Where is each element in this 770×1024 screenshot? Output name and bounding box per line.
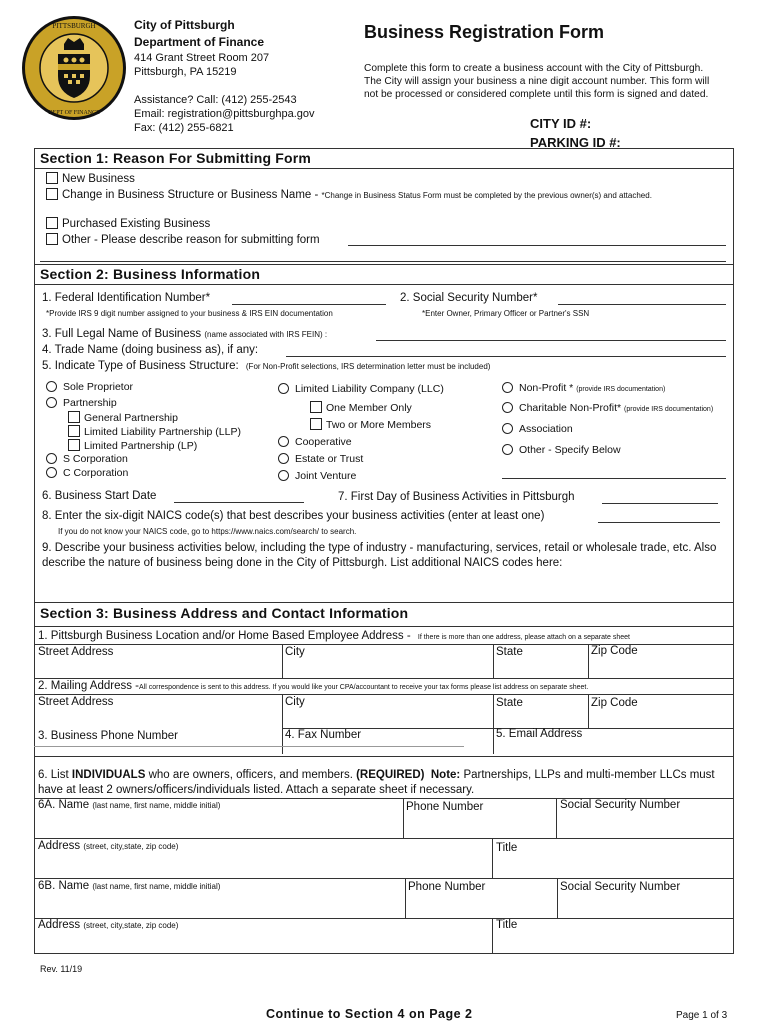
address-6b-label: Address (street, city,state, zip code) <box>38 919 179 931</box>
name-6a-input[interactable] <box>36 814 401 838</box>
mail-zip-input[interactable] <box>590 710 732 728</box>
reason-purchased[interactable]: Purchased Existing Business <box>46 217 210 230</box>
describe-activities-area[interactable] <box>40 574 728 600</box>
radio-icon[interactable] <box>278 436 289 447</box>
name-6a-label: 6A. Name (last name, first name, middle initial) <box>38 799 221 811</box>
mail-state-input[interactable] <box>495 710 586 728</box>
address-6a-input[interactable] <box>36 856 490 878</box>
intro-text: Complete this form to create a business account with the City of Pittsburgh. The City will assign your business a nine digit account number. This form will not be processed or considered complete until this form is signed and dated. <box>364 63 710 100</box>
fein-input[interactable] <box>232 304 386 305</box>
title-6a-input[interactable] <box>494 856 732 878</box>
ssn-note: *Enter Owner, Primary Officer or Partner's SSN <box>422 309 590 318</box>
radio-non-profit[interactable]: Non-Profit * (provide IRS documentation) <box>502 382 665 394</box>
loc-zip-label: Zip Code <box>591 645 638 657</box>
contact-email: Email: registration@pittsburghpa.gov <box>134 108 315 120</box>
checkbox-new-business[interactable] <box>46 172 58 184</box>
section-3-title: Section 3: Business Address and Contact Information <box>40 605 409 621</box>
radio-icon[interactable] <box>502 402 513 413</box>
mail-street-input[interactable] <box>36 710 280 728</box>
change-structure-note: *Change in Business Status Form must be completed by the previous owner(s) and attached. <box>321 191 652 200</box>
checkbox-other[interactable] <box>46 233 58 245</box>
svg-text:PITTSBURGH: PITTSBURGH <box>52 22 96 30</box>
ssn-input[interactable] <box>558 304 726 305</box>
radio-association[interactable]: Association <box>502 423 573 435</box>
assistance-phone: Assistance? Call: (412) 255-2543 <box>134 94 297 106</box>
revision-label: Rev. 11/19 <box>40 964 83 974</box>
fein-note: *Provide IRS 9 digit number assigned to your business & IRS EIN documentation <box>46 309 333 318</box>
start-date-input[interactable] <box>174 502 304 503</box>
page-number: Page 1 of 3 <box>676 1010 728 1021</box>
address-6b-input[interactable] <box>36 934 490 954</box>
radio-llc[interactable]: Limited Liability Company (LLC) <box>278 383 444 395</box>
ssn-6b-label: Social Security Number <box>560 881 681 893</box>
address-line-1: 414 Grant Street Room 207 <box>134 52 270 64</box>
loc-street-input[interactable] <box>36 660 280 678</box>
radio-other-specify[interactable]: Other - Specify Below <box>502 444 621 456</box>
loc-state-label: State <box>496 646 523 658</box>
radio-s-corporation[interactable]: S Corporation <box>46 453 128 465</box>
business-phone-label: 3. Business Phone Number <box>38 730 178 742</box>
svg-text:DEPT OF FINANCE: DEPT OF FINANCE <box>48 110 100 116</box>
checkbox-icon[interactable] <box>68 439 80 451</box>
radio-icon[interactable] <box>46 467 57 478</box>
reason-other[interactable]: Other - Please describe reason for submitting form <box>46 233 320 246</box>
checkbox-general-partnership[interactable]: General Partnership <box>68 411 178 424</box>
legal-name-row: 3. Full Legal Name of Business (name associated with IRS FEIN) : <box>42 328 328 340</box>
radio-joint-venture[interactable]: Joint Venture <box>278 470 356 482</box>
section-1-title: Section 1: Reason For Submitting Form <box>40 150 312 166</box>
section-2-title: Section 2: Business Information <box>40 266 261 282</box>
loc-city-label: City <box>285 646 305 658</box>
phone-6a-input[interactable] <box>405 814 554 838</box>
phone-6b-label: Phone Number <box>408 881 486 893</box>
email-address-input[interactable] <box>495 742 732 756</box>
business-phone-input[interactable] <box>36 744 280 756</box>
radio-icon[interactable] <box>502 444 513 455</box>
mailing-label-row: 2. Mailing Address -All correspondence is sent to this address. If you would like your CPA/accountant to receive your tax forms please list address on separate sheet. <box>38 680 589 692</box>
seal-icon <box>20 14 128 122</box>
fax-number-label: 4. Fax Number <box>285 729 362 741</box>
continue-note: Continue to Section 4 on Page 2 <box>266 1007 473 1021</box>
phone-6a-label: Phone Number <box>406 801 484 813</box>
radio-icon[interactable] <box>502 423 513 434</box>
name-6b-input[interactable] <box>36 894 403 918</box>
checkbox-lp[interactable]: Limited Partnership (LP) <box>68 439 197 452</box>
city-id-label: CITY ID #: <box>530 116 592 131</box>
loc-state-input[interactable] <box>495 660 586 678</box>
radio-c-corporation[interactable]: C Corporation <box>46 467 128 479</box>
radio-icon[interactable] <box>278 383 289 394</box>
checkbox-two-members[interactable]: Two or More Members <box>310 418 431 431</box>
location-label-row: 1. Pittsburgh Business Location and/or Home Based Employee Address - If there is more than one address, please attach on a separate sheet <box>38 630 630 642</box>
reason-new-business[interactable]: New Business <box>46 172 135 185</box>
checkbox-icon[interactable] <box>310 401 322 413</box>
checkbox-icon[interactable] <box>68 425 80 437</box>
radio-icon[interactable] <box>46 397 57 408</box>
department-name: Department of Finance <box>134 35 265 49</box>
org-name: City of Pittsburgh <box>134 18 235 32</box>
checkbox-icon[interactable] <box>68 411 80 423</box>
checkbox-icon[interactable] <box>310 418 322 430</box>
radio-sole-proprietor[interactable]: Sole Proprietor <box>46 381 133 393</box>
ssn-6b-input[interactable] <box>559 894 732 918</box>
naics-label: 8. Enter the six-digit NAICS code(s) that best describes your business activities (enter at least one) <box>42 510 545 522</box>
title-6b-input[interactable] <box>494 934 732 954</box>
other-specify-input[interactable] <box>502 478 726 479</box>
checkbox-purchased[interactable] <box>46 217 58 229</box>
contact-fax: Fax: (412) 255-6821 <box>134 122 234 134</box>
describe-activities: 9. Describe your business activities below, including the type of industry - manufacturing, services, retail or wholesale trade, etc. Also describe the nature of business being done in the City of Pittsburgh. List additional NAICS codes here: <box>42 542 717 569</box>
first-day-label: 7. First Day of Business Activities in Pittsburgh <box>338 491 575 503</box>
radio-icon[interactable] <box>502 382 513 393</box>
title-6b-label: Title <box>496 919 518 931</box>
city-seal <box>20 14 128 122</box>
radio-partnership[interactable]: Partnership <box>46 397 117 409</box>
email-address-label: 5. Email Address <box>496 728 583 740</box>
mail-city-input[interactable] <box>284 710 491 728</box>
phone-6b-input[interactable] <box>407 894 555 918</box>
radio-cooperative[interactable]: Cooperative <box>278 436 352 448</box>
ssn-label: 2. Social Security Number* <box>400 292 538 304</box>
naics-note: If you do not know your NAICS code, go to https://www.naics.com/search/ to search. <box>58 527 357 536</box>
reason-change-structure[interactable]: Change in Business Structure or Business Name - *Change in Business Status Form must be completed by the previous owner(s) and attached. <box>46 188 736 203</box>
loc-city-input[interactable] <box>284 660 491 678</box>
trade-name-input[interactable] <box>286 356 726 357</box>
loc-zip-input[interactable] <box>590 660 732 678</box>
radio-estate-trust[interactable]: Estate or Trust <box>278 453 363 465</box>
start-date-label: 6. Business Start Date <box>42 490 157 502</box>
other-reason-line-2[interactable] <box>40 261 726 262</box>
legal-name-input[interactable] <box>376 340 726 341</box>
other-reason-line-1[interactable] <box>348 245 726 246</box>
ssn-6a-input[interactable] <box>558 814 732 838</box>
title-6a-label: Title <box>496 842 518 854</box>
name-6b-label: 6B. Name (last name, first name, middle initial) <box>38 880 221 892</box>
checkbox-llp[interactable]: Limited Liability Partnership (LLP) <box>68 425 241 438</box>
mail-zip-label: Zip Code <box>591 697 638 709</box>
radio-icon[interactable] <box>278 453 289 464</box>
mail-city-label: City <box>285 696 305 708</box>
trade-name-label: 4. Trade Name (doing business as), if any: <box>42 344 259 356</box>
fein-label: 1. Federal Identification Number* <box>42 292 211 304</box>
radio-charitable-non-profit[interactable]: Charitable Non-Profit* (provide IRS documentation) <box>502 402 713 414</box>
parking-id-label: PARKING ID #: <box>530 135 621 150</box>
naics-input[interactable] <box>598 522 720 523</box>
form-title: Business Registration Form <box>364 22 605 42</box>
loc-street-label: Street Address <box>38 646 114 658</box>
structure-row: 5. Indicate Type of Business Structure: (For Non-Profit selections, IRS determination letter must be included) <box>42 360 491 372</box>
ssn-6a-label: Social Security Number <box>560 799 681 811</box>
radio-icon[interactable] <box>46 453 57 464</box>
radio-icon[interactable] <box>278 470 289 481</box>
first-day-input[interactable] <box>602 503 718 504</box>
address-line-2: Pittsburgh, PA 15219 <box>134 66 237 78</box>
mail-street-label: Street Address <box>38 696 114 708</box>
mail-state-label: State <box>496 697 523 709</box>
individuals-instructions: 6. List INDIVIDUALS who are owners, officers, and members. (REQUIRED) Note: Partnerships, LLPs and multi-member LLCs must have at least 2 owners/officers/individuals listed. Attach a separate sheet if necessary. <box>38 769 715 796</box>
checkbox-change-structure[interactable] <box>46 188 58 200</box>
address-6a-label: Address (street, city,state, zip code) <box>38 840 179 852</box>
checkbox-one-member[interactable]: One Member Only <box>310 401 412 414</box>
fax-number-input[interactable] <box>284 744 491 756</box>
radio-icon[interactable] <box>46 381 57 392</box>
